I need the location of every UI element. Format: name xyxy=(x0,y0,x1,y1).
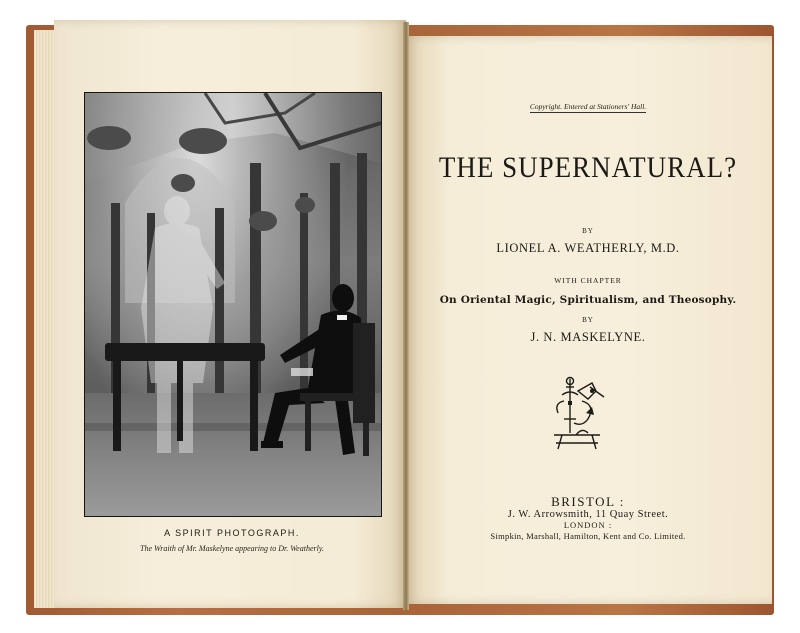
coauthor-name: J. N. MASKELYNE. xyxy=(530,330,646,344)
page-stack-edge xyxy=(34,30,56,608)
spirit-photograph xyxy=(84,92,382,517)
by-label: BY xyxy=(582,227,594,235)
chapter-title: On Oriental Magic, Spiritualism, and Theosophy. xyxy=(439,294,737,306)
photo-caption: A SPIRIT PHOTOGRAPH. xyxy=(164,528,300,538)
with-chapter-label: WITH CHAPTER xyxy=(554,276,622,285)
distributor-city: LONDON : xyxy=(563,520,613,530)
photo-subcaption: The Wraith of Mr. Maskelyne appearing to Dr. Weatherly. xyxy=(140,544,324,553)
by-label-2: BY xyxy=(582,316,594,324)
publisher-city: BRISTOL : xyxy=(551,494,625,509)
printers-device-emblem-icon xyxy=(548,373,608,453)
publisher-name: J. W. Arrowsmith, 11 Quay Street. xyxy=(507,509,669,520)
copyright-notice: Copyright. Entered at Stationers' Hall. xyxy=(529,102,647,111)
distributor-name: Simpkin, Marshall, Hamilton, Kent and Co. Limited. xyxy=(490,531,686,541)
book-gutter xyxy=(403,22,409,610)
author-name: LIONEL A. WEATHERLY, M.D. xyxy=(496,241,680,255)
book-title: THE SUPERNATURAL? xyxy=(438,150,738,184)
